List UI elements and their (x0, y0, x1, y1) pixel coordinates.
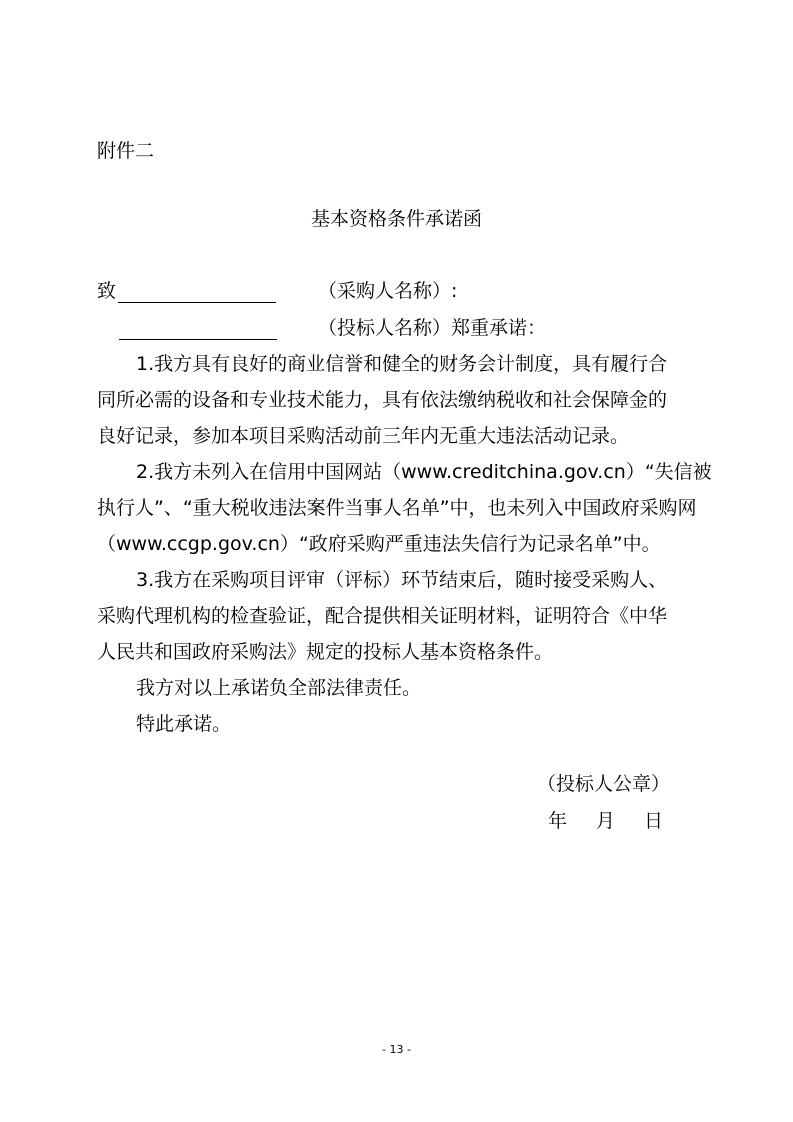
paragraph-1-line-3: 良好记录，参加本项目采购活动前三年内无重大违法活动记录。 (97, 425, 630, 447)
paragraph-2-line-3: （www.ccgp.gov.cn）“政府采购严重违法失信行为记录名单”中。 (97, 533, 661, 555)
paragraph-2-line-1: 2.我方未列入在信用中国网站（www.creditchina.gov.cn）“失信被 (136, 461, 712, 483)
paragraph-3-line-1: 3.我方在采购项目评审（评标）环节结束后，随时接受采购人、 (136, 569, 668, 591)
paragraph-1-line-2: 同所必需的设备和专业技术能力，具有依法缴纳税收和社会保障金的 (97, 389, 668, 411)
bidder-seal-label: （投标人公章） (537, 773, 671, 795)
date-day: 日 (644, 810, 664, 832)
paragraph-2-line-2: 执行人”、“重大税收违法案件当事人名单”中，也未列入中国政府采购网 (97, 497, 697, 519)
hereby-statement: 特此承诺。 (136, 713, 232, 735)
document-title: 基本资格条件承诺函 (310, 208, 482, 230)
responsibility-statement: 我方对以上承诺负全部法律责任。 (136, 677, 422, 699)
bidder-row (117, 316, 279, 340)
addressee-row (97, 279, 278, 303)
paragraph-3-line-3: 人民共和国政府采购法》规定的投标人基本资格条件。 (97, 641, 554, 663)
bidder-name-blank (119, 319, 277, 340)
purchaser-label: （采购人名称）: (318, 280, 458, 302)
page-number: - 13 - (382, 1043, 411, 1056)
attachment-label: 附件二 (97, 140, 155, 162)
date-year: 年 (548, 810, 568, 832)
bidder-label: （投标人名称）郑重承诺： (318, 317, 547, 339)
date-month: 月 (596, 810, 616, 832)
paragraph-1-line-1: 1.我方具有良好的商业信誉和健全的财务会计制度，具有履行合 (136, 353, 668, 375)
to-prefix: 致 (97, 280, 117, 302)
date-row (548, 809, 663, 833)
paragraph-3-line-2: 采购代理机构的检查验证，配合提供相关证明材料，证明符合《中华 (97, 605, 668, 627)
purchaser-name-blank (118, 282, 276, 303)
